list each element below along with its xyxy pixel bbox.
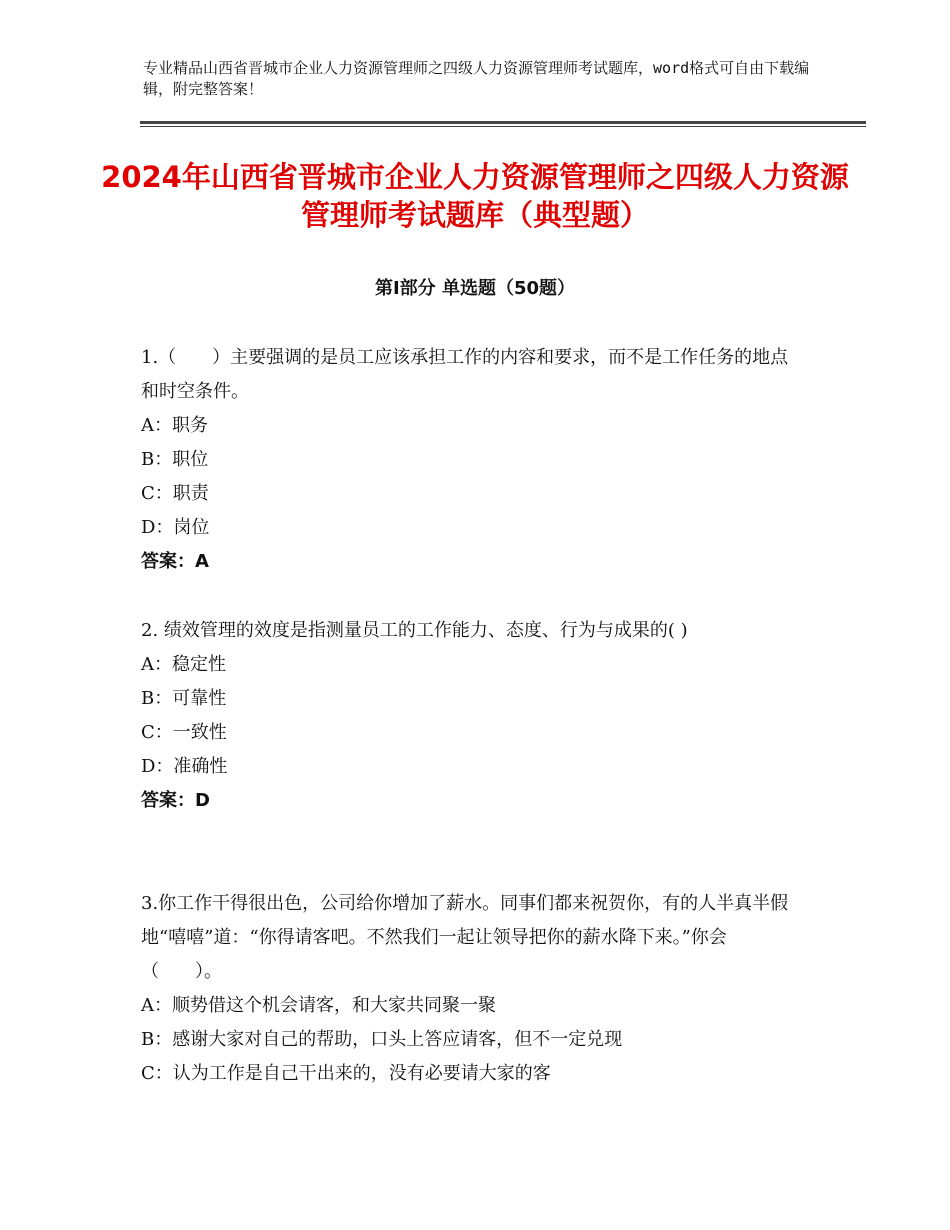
header-note: 专业精品山西省晋城市企业人力资源管理师之四级人力资源管理师考试题库，word格式可自由下载编辑，附完整答案！ xyxy=(143,59,810,98)
option-c: C：认为工作是自己干出来的，没有必要请大家的客 xyxy=(141,1063,551,1084)
question-1 xyxy=(141,341,801,579)
question-text: 3.你工作干得很出色，公司给你增加了薪水。同事们都来祝贺你，有的人半真半假地“嘻嘻”道：“你得请客吧。不然我们一起让领导把你的薪水降下来。”你会（ ）。 xyxy=(141,893,789,982)
header-rule-thin xyxy=(140,126,866,127)
option-d: D：岗位 xyxy=(141,517,210,538)
option-a: A：稳定性 xyxy=(141,654,226,675)
option-b: B：可靠性 xyxy=(141,688,227,709)
option-d: D：准确性 xyxy=(141,756,228,777)
option-a: A：顺势借这个机会请客，和大家共同聚一聚 xyxy=(141,995,496,1016)
question-text: 1.（ ）主要强调的是员工应该承担工作的内容和要求，而不是工作任务的地点和时空条件。 xyxy=(141,347,789,402)
answer-label: 答案：D xyxy=(141,790,210,811)
header-rule-thick xyxy=(140,121,866,124)
question-3 xyxy=(141,887,801,1091)
section-heading: 第Ⅰ部分 单选题（50题） xyxy=(374,278,575,299)
option-c: C：职责 xyxy=(141,483,209,504)
question-text: 2. 绩效管理的效度是指测量员工的工作能力、态度、行为与成果的( ) xyxy=(141,620,688,641)
question-2 xyxy=(141,614,801,818)
answer-label: 答案：A xyxy=(141,551,209,572)
option-b: B：感谢大家对自己的帮助，口头上答应请客，但不一定兑现 xyxy=(141,1029,623,1050)
option-c: C：一致性 xyxy=(141,722,227,743)
option-a: A：职务 xyxy=(141,415,208,436)
document-title: 2024年山西省晋城市企业人力资源管理师之四级人力资源管理师考试题库（典型题） xyxy=(101,160,849,232)
option-b: B：职位 xyxy=(141,449,209,470)
